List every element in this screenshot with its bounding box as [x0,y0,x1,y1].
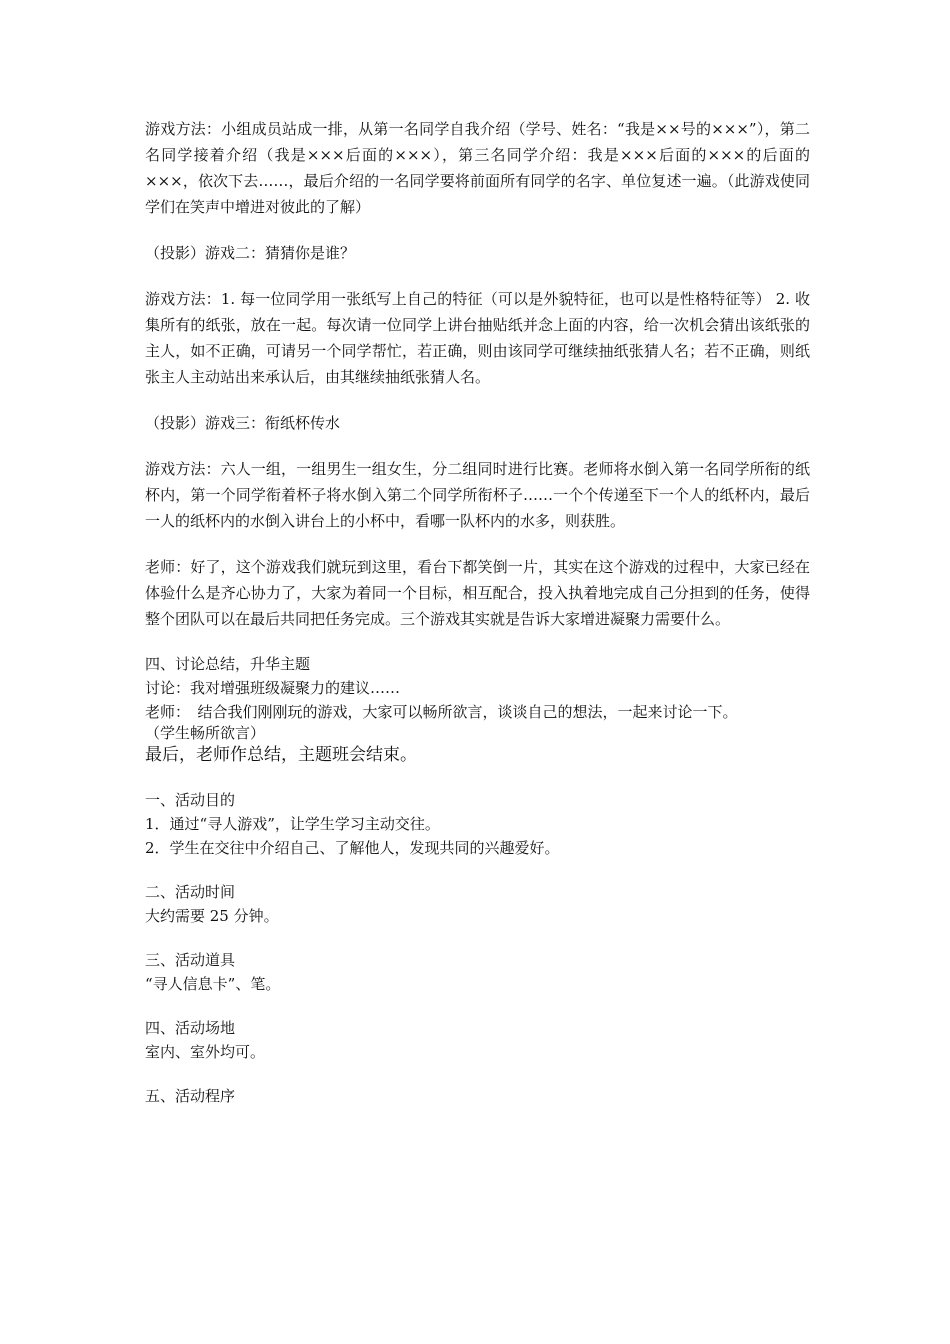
activity-purpose-item-2: 2．学生在交往中介绍自己、了解他人，发现共同的兴趣爱好。 [145,839,560,857]
section4-students: （学生畅所欲言） [145,724,266,742]
game3-heading: （投影）游戏三：衔纸杯传水 [145,414,341,432]
game1-method-paragraph: 游戏方法：小组成员站成一排，从第一名同学自我介绍（学号、姓名：“我是××号的×××”），第二名同学接着介绍（我是×××后面的×××），第三名同学介绍：我是×××后面的×××的后面的×××，依次下去……，最后介绍的一名同学要将前面所有同学的名字、单位复述一遍。（此游戏使同学们在笑声中增进对彼此的了解） [145,120,810,216]
activity-procedure-title: 五、活动程序 [145,1087,236,1105]
game2-method-paragraph: 游戏方法：1. 每一位同学用一张纸写上自己的特征（可以是外貌特征，也可以是性格特征等） 2. 收集所有的纸张，放在一起。每次请一位同学上讲台抽贴纸并念上面的内容，给一次机会猜出该纸张的主人，如不正确，可请另一个同学帮忙，若正确，则由该同学可继续抽纸张猜人名；若不正确，则纸张主人主动站出来承认后，由其继续抽纸张猜人名。 [145,290,810,386]
game3-method-paragraph: 游戏方法：六人一组，一组男生一组女生，分二组同时进行比赛。老师将水倒入第一名同学所衔的纸杯内，第一个同学衔着杯子将水倒入第二个同学所衔杯子……一个个传递至下一个人的纸杯内，最后一人的纸杯内的水倒入讲台上的小杯中，看哪一队杯内的水多，则获胜。 [145,460,810,530]
activity-purpose-title: 一、活动目的 [145,791,236,809]
game2-heading: （投影）游戏二：猜猜你是谁？ [145,244,356,262]
activity-purpose-item-1: 1．通过“寻人游戏”，让学生学习主动交往。 [145,815,440,833]
document-page [145,116,810,1108]
section4-discussion: 讨论：我对增强班级凝聚力的建议…… [145,679,401,697]
activity-time-text: 大约需要 25 分钟。 [145,907,279,925]
activity-props-title: 三、活动道具 [145,951,236,969]
teacher-remark-paragraph: 老师：好了，这个游戏我们就玩到这里，看台下都笑倒一片，其实在这个游戏的过程中，大家已经在体验什么是齐心协力了，大家为着同一个目标，相互配合，投入执着地完成自己分担到的任务，使得整个团队可以在最后共同把任务完成。三个游戏其实就是告诉大家增进凝聚力需要什么。 [145,558,810,628]
section4-title: 四、讨论总结，升华主题 [145,655,311,673]
activity-props-text: “寻人信息卡”、笔。 [145,975,281,993]
activity-venue-title: 四、活动场地 [145,1019,236,1037]
section4-teacher: 老师： 结合我们刚刚玩的游戏，大家可以畅所欲言，谈谈自己的想法，一起来讨论一下。 [145,703,738,721]
activity-venue-text: 室内、室外均可。 [145,1043,266,1061]
activity-time-title: 二、活动时间 [145,883,236,901]
section4-conclusion: 最后，老师作总结，主题班会结束。 [145,745,417,765]
